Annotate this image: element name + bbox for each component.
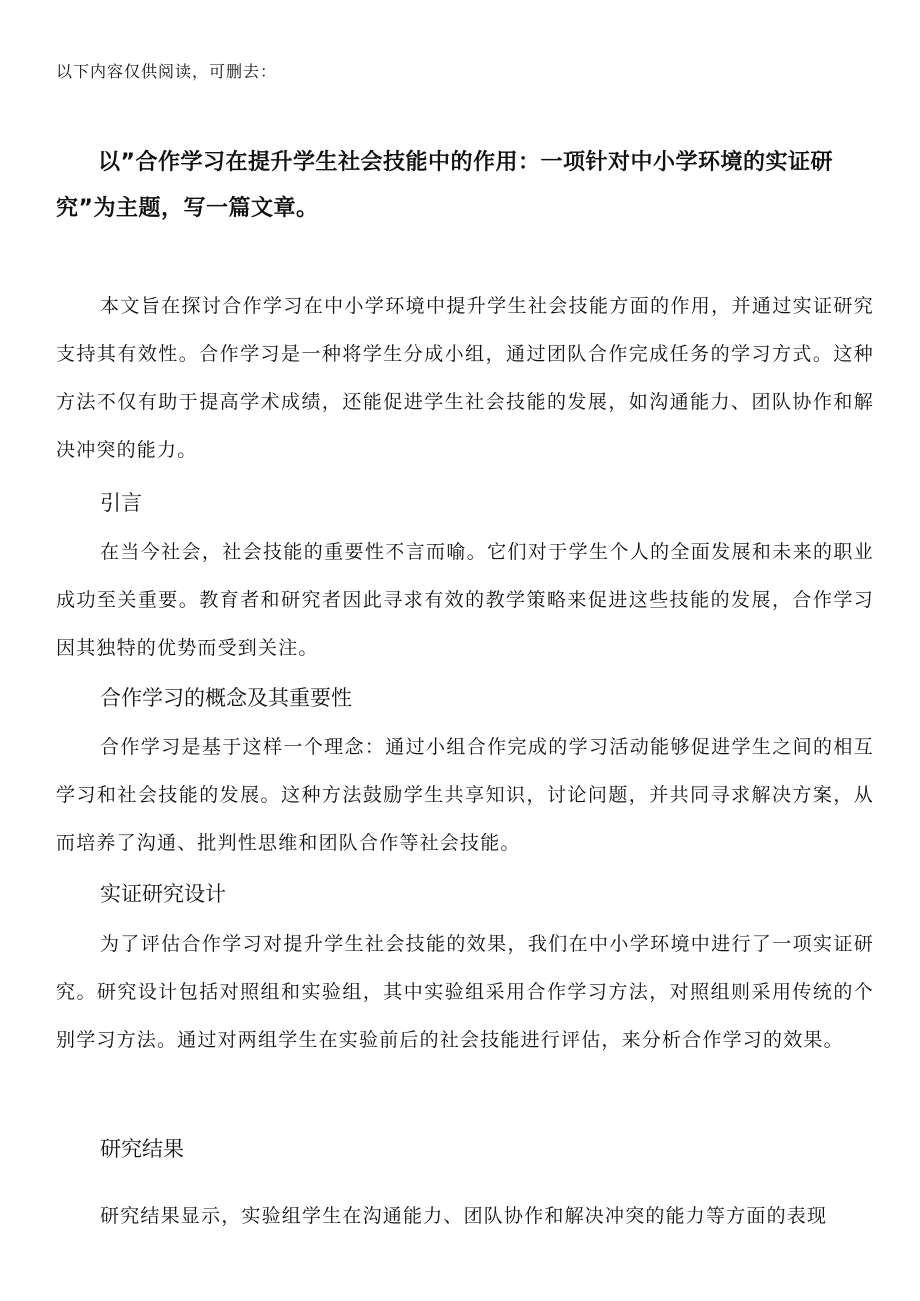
section-heading-results: 研究结果 bbox=[100, 1137, 184, 1161]
section-heading-design: 实证研究设计 bbox=[100, 882, 226, 906]
section-paragraph-introduction: 在当今社会，社会技能的重要性不言而喻。它们对于学生个人的全面发展和未来的职业成功至关重要。教育者和研究者因此寻求有效的教学策略来促进这些技能的发展，合作学习因其独特的优势而受到关注。 bbox=[56, 541, 874, 659]
section-paragraph-results: 研究结果显示，实验组学生在沟通能力、团队协作和解决冲突的能力等方面的表现 bbox=[100, 1205, 828, 1227]
section-paragraph-design: 为了评估合作学习对提升学生社会技能的效果，我们在中小学环境中进行了一项实证研究。研究设计包括对照组和实验组，其中实验组采用合作学习方法，对照组则采用传统的个别学习方法。通过对两组学生在实验前后的社会技能进行评估，来分析合作学习的效果。 bbox=[56, 933, 874, 1051]
section-paragraph-concept: 合作学习是基于这样一个理念：通过小组合作完成的学习活动能够促进学生之间的相互学习和社会技能的发展。这种方法鼓励学生共享知识，讨论问题，并共同寻求解决方案，从而培养了沟通、批判性思维和团队合作等社会技能。 bbox=[56, 736, 874, 854]
section-heading-introduction: 引言 bbox=[100, 491, 142, 515]
document-title: 以”合作学习在提升学生社会技能中的作用：一项针对中小学环境的实证研究”为主题，写一篇文章。 bbox=[56, 150, 833, 221]
intro-paragraph: 本文旨在探讨合作学习在中小学环境中提升学生社会技能方面的作用，并通过实证研究支持其有效性。合作学习是一种将学生分成小组，通过团队合作完成任务的学习方式。这种方法不仅有助于提高学术成绩，还能促进学生社会技能的发展，如沟通能力、团队协作和解决冲突的能力。 bbox=[56, 295, 874, 461]
reading-note: 以下内容仅供阅读，可删去： bbox=[56, 62, 278, 81]
section-heading-concept: 合作学习的概念及其重要性 bbox=[100, 686, 352, 710]
